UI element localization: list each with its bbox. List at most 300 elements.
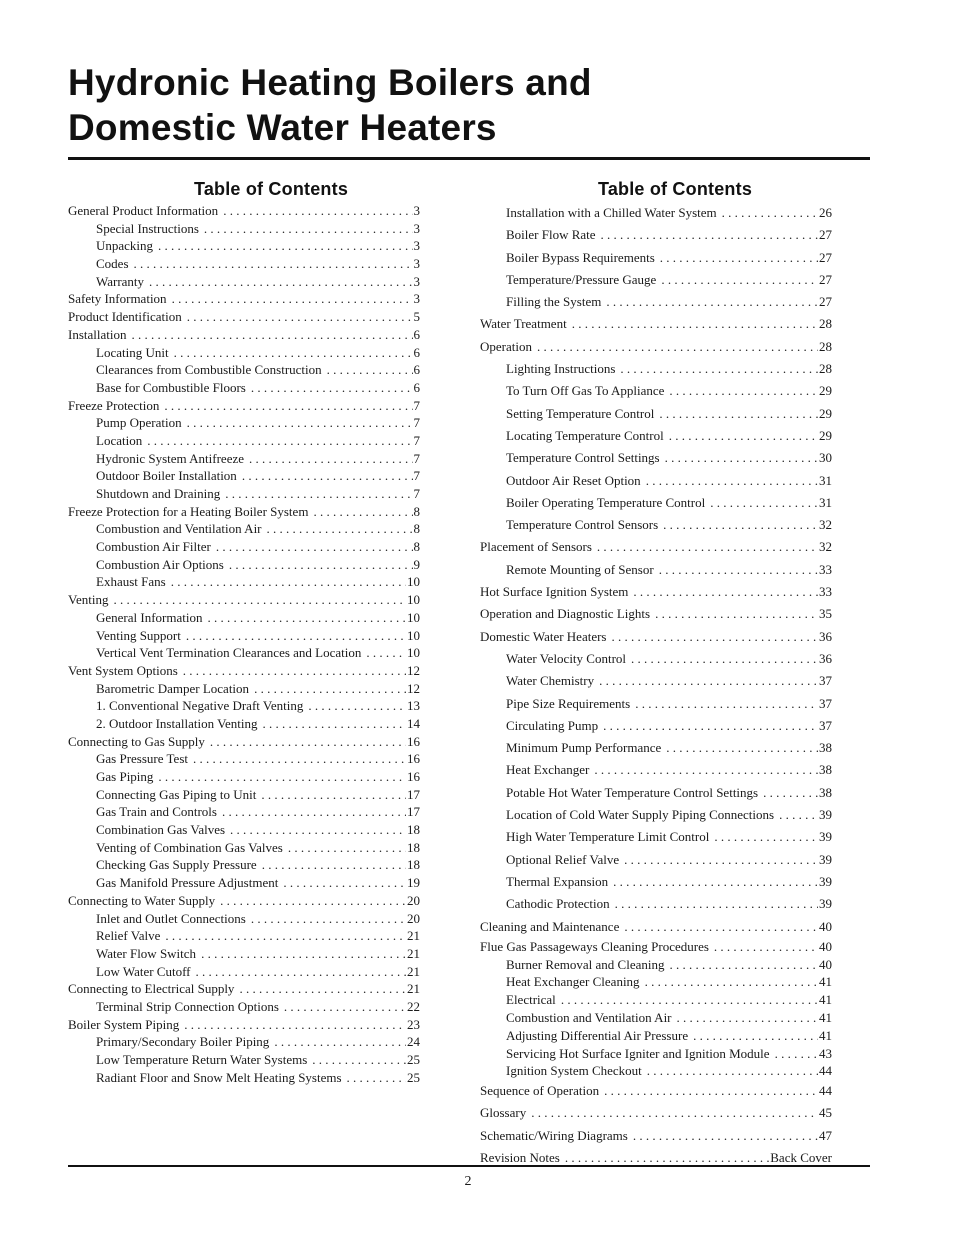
toc-entry[interactable] xyxy=(68,697,420,715)
toc-entry[interactable] xyxy=(68,856,420,874)
toc-entry-title: Shutdown and Draining xyxy=(96,486,221,501)
dot-leader xyxy=(613,871,818,893)
toc-entry-title: Boiler Bypass Requirements xyxy=(506,249,655,265)
toc-entry[interactable] xyxy=(68,786,420,804)
toc-entry-page: 39 xyxy=(819,807,832,823)
toc-entry[interactable] xyxy=(68,609,420,627)
toc-entry-page: 28 xyxy=(819,361,832,377)
toc-entry-title: Filling the System xyxy=(506,294,602,310)
toc-entry[interactable] xyxy=(68,450,420,468)
toc-entry-page: Back Cover xyxy=(770,1150,832,1166)
toc-entry[interactable] xyxy=(480,804,832,826)
toc-entry[interactable] xyxy=(480,871,832,893)
toc-entry-page: 37 xyxy=(819,717,832,733)
toc-entry-title: Hot Surface Ignition System xyxy=(480,584,629,600)
toc-entry-page: 28 xyxy=(819,316,832,332)
toc-entry-title: Water Velocity Control xyxy=(506,650,627,666)
dot-leader xyxy=(183,662,406,680)
dot-leader xyxy=(171,573,406,591)
toc-entry[interactable] xyxy=(68,1016,420,1034)
toc-entry-page: 7 xyxy=(413,415,420,431)
dot-leader xyxy=(714,938,818,956)
toc-entry-title: Burner Removal and Cleaning xyxy=(506,956,665,972)
toc-entry[interactable] xyxy=(480,536,832,558)
dot-leader xyxy=(220,892,406,910)
dot-leader xyxy=(207,609,406,627)
dot-leader xyxy=(647,1062,818,1080)
toc-entry-title: Water Treatment xyxy=(480,316,567,332)
toc-entry[interactable] xyxy=(68,361,420,379)
dot-leader xyxy=(132,326,413,344)
toc-entry-page: 23 xyxy=(407,1016,420,1032)
dot-leader xyxy=(624,849,818,871)
toc-entry-page: 26 xyxy=(819,205,832,220)
toc-entry-title: Location xyxy=(96,432,143,448)
dot-leader xyxy=(597,536,818,558)
dot-leader xyxy=(594,759,818,781)
toc-entry[interactable] xyxy=(68,1051,420,1069)
toc-entry-title: Adjusting Differential Air Pressure xyxy=(506,1027,689,1043)
toc-entry-title: Venting Support xyxy=(96,627,181,643)
toc-entry[interactable] xyxy=(68,414,420,432)
toc-entry-page: 20 xyxy=(407,892,420,908)
toc-entry-title: Combustion Air Filter xyxy=(96,539,211,555)
toc-entry-title: Outdoor Boiler Installation xyxy=(96,468,237,484)
toc-entry-title: 2. Outdoor Installation Venting xyxy=(96,715,258,731)
toc-entry[interactable] xyxy=(480,581,832,603)
toc-entry[interactable] xyxy=(480,336,832,358)
toc-entry-page: 3 xyxy=(413,238,420,254)
dot-leader xyxy=(347,1069,406,1087)
toc-entry[interactable] xyxy=(480,358,832,380)
toc-entry[interactable] xyxy=(480,715,832,737)
toc-entry[interactable] xyxy=(68,290,420,308)
toc-entry-title: Potable Hot Water Temperature Control Settings xyxy=(506,784,759,800)
toc-entry[interactable] xyxy=(68,379,420,397)
toc-entry-title: Locating Temperature Control xyxy=(506,427,664,443)
toc-entry[interactable] xyxy=(68,344,420,362)
toc-entry-title: Heat Exchanger xyxy=(506,762,590,778)
toc-entry[interactable] xyxy=(480,202,832,224)
toc-entry[interactable] xyxy=(68,220,420,238)
toc-entry-title: Gas Train and Controls xyxy=(96,804,217,820)
toc-entry[interactable] xyxy=(480,916,832,938)
toc-entry-title: Codes xyxy=(96,256,129,272)
toc-entry[interactable] xyxy=(68,803,420,821)
dot-leader xyxy=(366,644,406,662)
toc-entry-title: Schematic/Wiring Diagrams xyxy=(480,1127,628,1143)
toc-entry-page: 19 xyxy=(407,875,420,891)
toc-entry-title: Inlet and Outlet Connections xyxy=(96,910,246,926)
toc-entry[interactable] xyxy=(480,759,832,781)
toc-entry-title: Water Flow Switch xyxy=(96,945,197,961)
toc-entry-page: 41 xyxy=(819,1027,832,1043)
toc-entry-page: 6 xyxy=(413,326,420,342)
dot-leader xyxy=(196,963,406,981)
toc-entry-page: 27 xyxy=(819,249,832,265)
toc-entry[interactable] xyxy=(68,485,420,503)
dot-leader xyxy=(327,361,413,379)
toc-entry-title: Setting Temperature Control xyxy=(506,405,655,421)
toc-entry[interactable] xyxy=(480,956,832,974)
dot-leader xyxy=(164,397,412,415)
toc-entry-page: 30 xyxy=(819,450,832,466)
toc-entry[interactable] xyxy=(480,403,832,425)
toc-entry-page: 31 xyxy=(819,494,832,510)
toc-entry-page: 21 xyxy=(407,963,420,979)
toc-entry[interactable] xyxy=(480,1045,832,1063)
footer-rule xyxy=(68,1165,870,1167)
toc-entry-title: Servicing Hot Surface Igniter and Ignition Module xyxy=(506,1045,770,1061)
toc-entry[interactable] xyxy=(480,1027,832,1045)
toc-entry-title: Boiler Operating Temperature Control xyxy=(506,494,706,510)
toc-entry-page: 3 xyxy=(413,203,420,218)
toc-entry[interactable] xyxy=(68,503,420,521)
toc-entry[interactable] xyxy=(480,826,832,848)
toc-entry-title: Sequence of Operation xyxy=(480,1083,600,1099)
toc-list xyxy=(480,202,832,1169)
toc-entry-title: Base for Combustible Floors xyxy=(96,379,246,395)
dot-leader xyxy=(229,556,413,574)
dot-leader xyxy=(239,980,406,998)
dot-leader xyxy=(172,290,413,308)
toc-entry-title: Combustion Air Options xyxy=(96,556,224,572)
toc-entry-page: 32 xyxy=(819,517,832,533)
toc-entry-title: Heat Exchanger Cleaning xyxy=(506,974,640,990)
toc-list xyxy=(68,202,420,1086)
toc-entry-title: Gas Pressure Test xyxy=(96,751,189,767)
toc-entry[interactable] xyxy=(68,627,420,645)
toc-entry-page: 16 xyxy=(407,769,420,784)
toc-entry[interactable] xyxy=(480,425,832,447)
toc-entry-page: 27 xyxy=(819,271,832,287)
dot-leader xyxy=(230,821,406,839)
dot-leader xyxy=(670,956,819,974)
toc-entry-title: Connecting Gas Piping to Unit xyxy=(96,786,257,802)
dot-leader xyxy=(222,803,406,821)
toc-entry-title: General Product Information xyxy=(68,203,219,218)
dot-leader xyxy=(283,874,406,892)
dot-leader xyxy=(572,313,818,335)
toc-entry-title: Radiant Floor and Snow Melt Heating Systems xyxy=(96,1069,342,1085)
toc-entry[interactable] xyxy=(68,662,420,680)
toc-entry-page: 7 xyxy=(413,468,420,484)
dot-leader xyxy=(620,358,818,380)
dot-leader xyxy=(261,786,406,804)
toc-entry[interactable] xyxy=(480,693,832,715)
dot-leader xyxy=(722,202,818,224)
toc-entry-page: 21 xyxy=(407,945,420,961)
toc-entry-title: Placement of Sensors xyxy=(480,539,592,555)
toc-entry[interactable] xyxy=(68,573,420,591)
toc-entry[interactable] xyxy=(480,1125,832,1147)
toc-entry-title: Freeze Protection xyxy=(68,397,160,413)
toc-entry-page: 39 xyxy=(819,851,832,867)
toc-entry-page: 7 xyxy=(413,450,420,466)
toc-entry[interactable] xyxy=(480,269,832,291)
toc-entry-title: Terminal Strip Connection Options xyxy=(96,998,279,1014)
toc-entry-page: 10 xyxy=(407,627,420,643)
toc-entry-page: 29 xyxy=(819,383,832,399)
dot-leader xyxy=(174,344,413,362)
toc-entry[interactable] xyxy=(68,963,420,981)
dot-leader xyxy=(225,485,412,503)
toc-entry[interactable] xyxy=(68,520,420,538)
toc-entry[interactable] xyxy=(68,308,420,326)
toc-entry[interactable] xyxy=(480,737,832,759)
dot-leader xyxy=(633,581,818,603)
toc-entry[interactable] xyxy=(68,945,420,963)
dot-leader xyxy=(288,839,406,857)
dot-leader xyxy=(134,255,413,273)
toc-entry[interactable] xyxy=(480,603,832,625)
toc-entry[interactable] xyxy=(480,559,832,581)
toc-entry-title: Thermal Expansion xyxy=(506,873,609,889)
dot-leader xyxy=(147,432,412,450)
toc-entry-title: Hydronic System Antifreeze xyxy=(96,450,245,466)
toc-entry-title: Glossary xyxy=(480,1105,527,1121)
toc-entry[interactable] xyxy=(480,1080,832,1102)
toc-entry[interactable] xyxy=(480,470,832,492)
toc-entry-page: 8 xyxy=(413,503,420,519)
toc-entry-page: 17 xyxy=(407,804,420,820)
toc-entry-title: Venting of Combination Gas Valves xyxy=(96,839,283,855)
toc-entry-title: Pipe Size Requirements xyxy=(506,695,631,711)
toc-entry-page: 38 xyxy=(819,762,832,778)
toc-entry-title: To Turn Off Gas To Appliance xyxy=(506,383,665,399)
toc-entry[interactable] xyxy=(68,733,420,751)
dot-leader xyxy=(660,247,818,269)
toc-entry[interactable] xyxy=(480,247,832,269)
dot-leader xyxy=(645,973,818,991)
toc-entry-page: 40 xyxy=(819,956,832,972)
toc-entry-page: 8 xyxy=(413,521,420,537)
toc-entry[interactable] xyxy=(68,432,420,450)
toc-entry-page: 28 xyxy=(819,338,832,354)
toc-entry-title: Combustion and Ventilation Air xyxy=(506,1009,672,1025)
toc-entry[interactable] xyxy=(68,237,420,255)
toc-entry[interactable] xyxy=(68,538,420,556)
toc-entry-page: 22 xyxy=(407,998,420,1014)
dot-leader xyxy=(312,1051,406,1069)
toc-entry-title: Ignition System Checkout xyxy=(506,1063,642,1079)
toc-entry-page: 5 xyxy=(413,309,420,325)
toc-entry-title: Flue Gas Passageways Cleaning Procedures xyxy=(480,938,709,954)
dot-leader xyxy=(763,782,818,804)
toc-entry[interactable] xyxy=(68,591,420,609)
toc-entry[interactable] xyxy=(68,715,420,733)
toc-entry-title: Electrical xyxy=(506,992,556,1008)
dot-leader xyxy=(775,1045,818,1063)
toc-heading: Table of Contents xyxy=(597,179,753,199)
toc-entry[interactable] xyxy=(480,514,832,536)
toc-entry[interactable] xyxy=(68,202,420,220)
toc-entry-page: 32 xyxy=(819,539,832,555)
dot-leader xyxy=(714,826,818,848)
toc-entry[interactable] xyxy=(480,849,832,871)
toc-entry-page: 7 xyxy=(413,432,420,448)
toc-entry-title: Temperature/Pressure Gauge xyxy=(506,271,657,287)
toc-entry-title: Low Temperature Return Water Systems xyxy=(96,1052,308,1067)
toc-entry-page: 27 xyxy=(819,294,832,310)
toc-entry-title: Optional Relief Valve xyxy=(506,851,620,867)
dot-leader xyxy=(113,591,406,609)
toc-entry[interactable] xyxy=(480,973,832,991)
title-line-1: Hydronic Heating Boilers and xyxy=(68,62,592,103)
toc-entry[interactable] xyxy=(68,910,420,928)
toc-entry-title: Minimum Pump Performance xyxy=(506,740,662,756)
toc-entry-page: 13 xyxy=(407,698,420,714)
toc-entry-title: Primary/Secondary Boiler Piping xyxy=(96,1034,270,1050)
toc-entry-page: 6 xyxy=(413,344,420,360)
toc-entry-title: Operation and Diagnostic Lights xyxy=(480,606,651,622)
toc-entry[interactable] xyxy=(480,991,832,1009)
toc-entry-title: Warranty xyxy=(96,273,145,289)
dot-leader xyxy=(659,403,818,425)
toc-entry-title: Connecting to Water Supply xyxy=(68,892,216,908)
toc-entry[interactable] xyxy=(68,556,420,574)
toc-entry-page: 45 xyxy=(819,1105,832,1121)
toc-entry[interactable] xyxy=(68,980,420,998)
toc-entry-title: High Water Temperature Limit Control xyxy=(506,829,710,845)
toc-entry-title: Connecting to Electrical Supply xyxy=(68,981,235,997)
dot-leader xyxy=(633,1125,818,1147)
toc-entry-page: 3 xyxy=(413,273,420,289)
dot-leader xyxy=(537,336,818,358)
toc-entry[interactable] xyxy=(480,492,832,514)
dot-leader xyxy=(274,1033,406,1051)
dot-leader xyxy=(655,603,818,625)
dot-leader xyxy=(646,470,818,492)
toc-entry[interactable] xyxy=(480,447,832,469)
dot-leader xyxy=(254,680,406,698)
toc-entry[interactable] xyxy=(68,1033,420,1051)
dot-leader xyxy=(561,991,818,1009)
toc-entry[interactable] xyxy=(68,768,420,786)
toc-entry[interactable] xyxy=(480,224,832,246)
toc-entry[interactable] xyxy=(68,1069,420,1087)
toc-entry[interactable] xyxy=(480,1062,832,1080)
toc-entry[interactable] xyxy=(480,1102,832,1124)
dot-leader xyxy=(158,768,406,786)
toc-entry[interactable] xyxy=(68,839,420,857)
dot-leader xyxy=(603,715,818,737)
toc-entry-page: 3 xyxy=(413,256,420,272)
toc-entry-title: Pump Operation xyxy=(96,415,182,431)
toc-entry[interactable] xyxy=(480,1009,832,1027)
toc-entry-title: Circulating Pump xyxy=(506,717,599,733)
toc-entry-title: Combustion and Ventilation Air xyxy=(96,521,262,537)
dot-leader xyxy=(242,467,413,485)
toc-entry[interactable] xyxy=(480,670,832,692)
toc-entry[interactable] xyxy=(68,326,420,344)
toc-entry[interactable] xyxy=(480,648,832,670)
toc-entry[interactable] xyxy=(480,291,832,313)
toc-entry[interactable] xyxy=(480,380,832,402)
dot-leader xyxy=(149,273,412,291)
toc-entry[interactable] xyxy=(480,893,832,915)
toc-entry-page: 10 xyxy=(407,574,420,590)
toc-entry-page: 16 xyxy=(407,751,420,767)
toc-entry[interactable] xyxy=(68,874,420,892)
toc-entry-page: 40 xyxy=(819,918,832,934)
dot-leader xyxy=(284,998,406,1016)
toc-entry-page: 29 xyxy=(819,405,832,421)
toc-entry-page: 6 xyxy=(413,362,420,378)
toc-entry-title: Combination Gas Valves xyxy=(96,822,226,838)
toc-entry-page: 6 xyxy=(413,379,420,395)
toc-entry-page: 36 xyxy=(819,628,832,644)
toc-entry-page: 39 xyxy=(819,829,832,845)
toc-entry-page: 35 xyxy=(819,606,832,622)
dot-leader xyxy=(267,520,413,538)
toc-entry[interactable] xyxy=(68,892,420,910)
dot-leader xyxy=(666,737,818,759)
toc-entry-page: 12 xyxy=(407,662,420,678)
toc-entry-page: 18 xyxy=(407,822,420,838)
dot-leader xyxy=(262,856,406,874)
toc-entry-title: Product Identification xyxy=(68,309,182,325)
toc-entry-page: 44 xyxy=(819,1063,832,1079)
toc-entry-title: Locating Unit xyxy=(96,344,169,360)
toc-entry-page: 41 xyxy=(819,974,832,990)
toc-entry[interactable] xyxy=(68,821,420,839)
toc-entry-page: 27 xyxy=(819,227,832,243)
page-number: 2 xyxy=(464,1174,472,1189)
toc-entry[interactable] xyxy=(480,626,832,648)
dot-leader xyxy=(624,916,818,938)
toc-entry-page: 31 xyxy=(819,472,832,488)
dot-leader xyxy=(693,1027,818,1045)
toc-entry-title: Temperature Control Settings xyxy=(506,450,660,466)
dot-leader xyxy=(313,503,412,521)
toc-entry-page: 33 xyxy=(819,561,832,577)
toc-entry[interactable] xyxy=(68,273,420,291)
toc-entry[interactable] xyxy=(480,782,832,804)
toc-entry-page: 14 xyxy=(407,715,420,731)
dot-leader xyxy=(606,291,818,313)
toc-entry[interactable] xyxy=(480,938,832,956)
toc-entry[interactable] xyxy=(480,313,832,335)
toc-entry-title: Cleaning and Maintenance xyxy=(480,918,620,934)
toc-entry[interactable] xyxy=(68,397,420,415)
toc-entry-page: 33 xyxy=(819,584,832,600)
toc-entry-page: 38 xyxy=(819,740,832,756)
toc-entry[interactable] xyxy=(68,750,420,768)
dot-leader xyxy=(158,237,412,255)
toc-entry-page: 18 xyxy=(407,857,420,873)
toc-entry-page: 9 xyxy=(413,556,420,572)
toc-entry[interactable] xyxy=(68,467,420,485)
toc-entry[interactable] xyxy=(68,927,420,945)
toc-left-column xyxy=(68,176,420,1086)
dot-leader xyxy=(201,945,406,963)
dot-leader xyxy=(663,514,818,536)
dot-leader xyxy=(210,733,406,751)
toc-entry-title: Relief Valve xyxy=(96,928,161,944)
toc-entry[interactable] xyxy=(68,680,420,698)
toc-entry[interactable] xyxy=(68,998,420,1016)
toc-entry-title: Special Instructions xyxy=(96,220,199,236)
toc-entry-page: 41 xyxy=(819,1009,832,1025)
toc-entry[interactable] xyxy=(68,644,420,662)
toc-entry-title: Vent System Options xyxy=(68,662,178,678)
toc-entry[interactable] xyxy=(68,255,420,273)
toc-entry-title: Gas Piping xyxy=(96,769,154,784)
dot-leader xyxy=(661,269,818,291)
toc-entry-page: 16 xyxy=(407,733,420,749)
toc-entry-title: Boiler Flow Rate xyxy=(506,227,596,243)
